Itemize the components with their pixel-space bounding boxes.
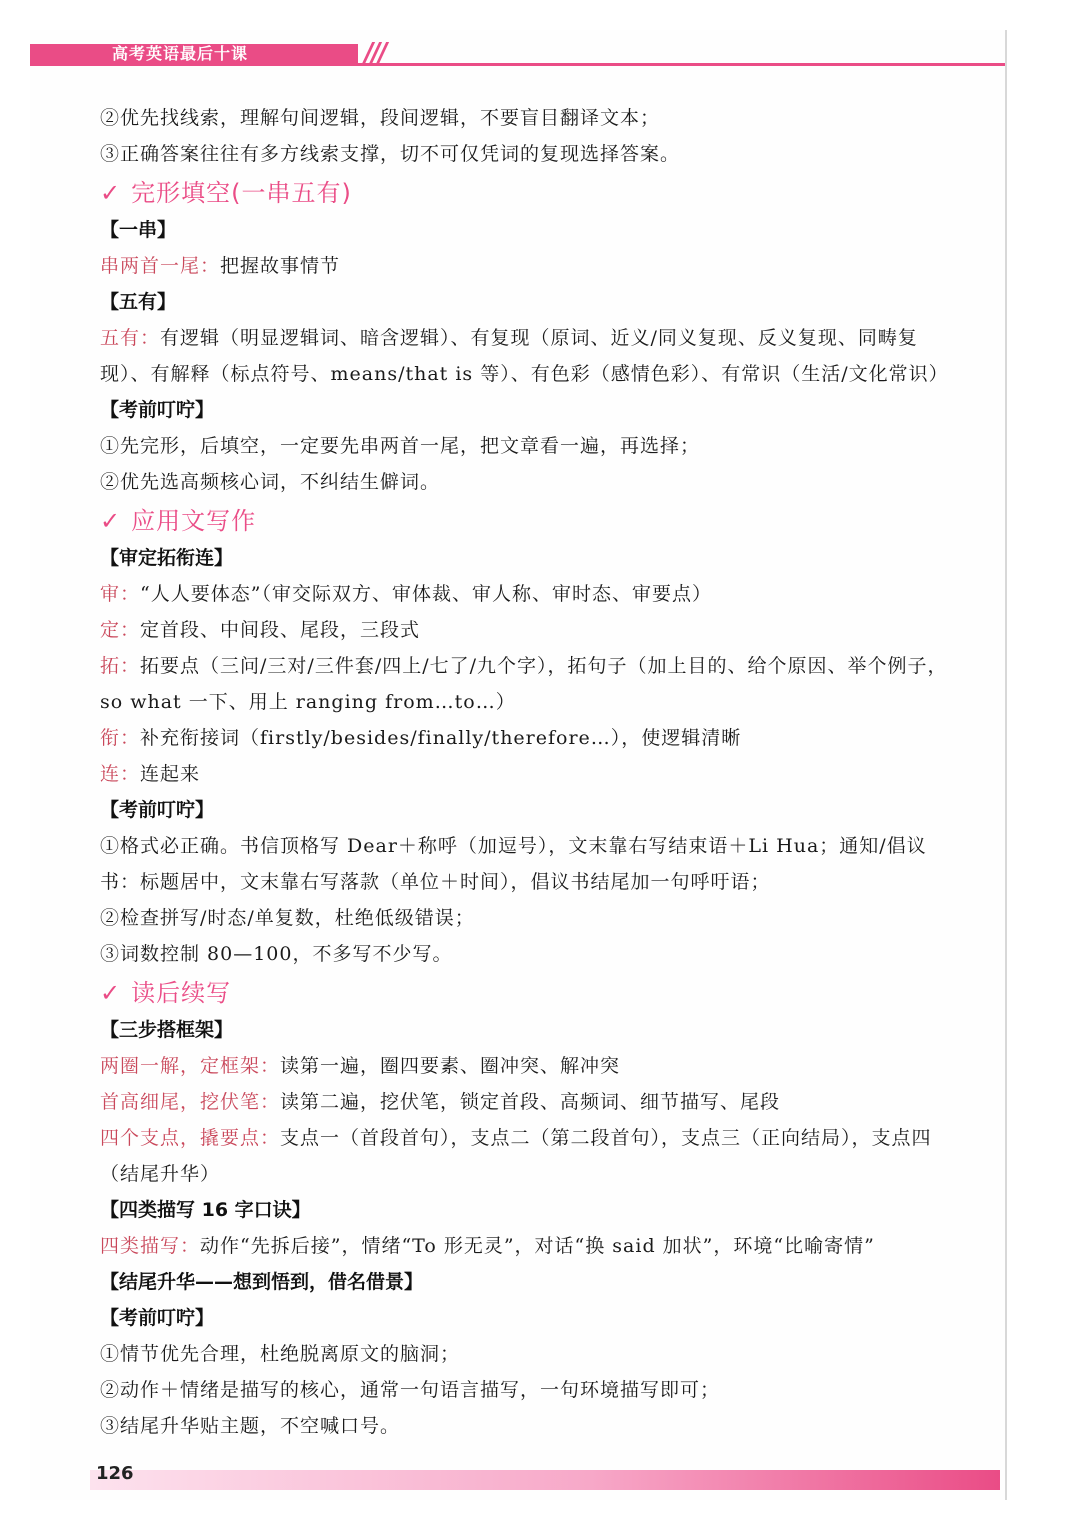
rule-line: 四个支点，撬要点：支点一（首段首句），支点二（第二段首句），支点三（正向结局），支点四（结尾升华） <box>100 1127 932 1185</box>
tip-line: ②优先选高频核心词，不纠结生僻词。 <box>100 471 441 493</box>
rule-line: 两圈一解，定框架：读第一遍，圈四要素、圈冲突、解冲突 <box>100 1055 621 1077</box>
header-band <box>30 44 358 64</box>
section-heading-writing: ✓ 应用文写作 <box>100 507 257 535</box>
checkmark-icon: ✓ <box>100 179 122 207</box>
rule-line: 定：定首段、中间段、尾段，三段式 <box>100 619 421 641</box>
tip-line: ③词数控制 80—100，不多写不少写。 <box>100 943 453 965</box>
tip-line: ①先完形，后填空，一定要先串两首一尾，把文章看一遍，再选择； <box>100 435 701 457</box>
page-number: 126 <box>96 1463 134 1484</box>
footer-band <box>90 1470 1000 1490</box>
tip-line: ③正确答案往往有多方线索支撑，切不可仅凭词的复现选择答案。 <box>100 143 681 165</box>
subheading: 【考前叮咛】 <box>100 1307 215 1329</box>
rule-line: 首高细尾，挖伏笔：读第二遍，挖伏笔，锁定首段、高频词、细节描写、尾段 <box>100 1091 781 1113</box>
subheading: 【考前叮咛】 <box>100 399 215 421</box>
subheading: 【结尾升华——想到悟到，借名借景】 <box>100 1271 424 1293</box>
checkmark-icon: ✓ <box>100 979 122 1007</box>
rule-line: 四类描写：动作“先拆后接”，情绪“To 形无灵”，对话“换 said 加状”，环境“比喻寄情” <box>100 1235 875 1257</box>
subheading: 【五有】 <box>100 291 177 313</box>
rule-line: 串两首一尾：把握故事情节 <box>100 255 341 277</box>
rule-line: 拓：拓要点（三问/三对/三件套/四上/七了/九个字），拓句子（加上目的、给个原因、举个例子，so what 一下、用上 ranging from…to…） <box>100 655 948 713</box>
subheading: 【四类描写 16 字口诀】 <box>100 1199 311 1221</box>
tip-line: ②动作＋情绪是描写的核心，通常一句语言描写，一句环境描写即可； <box>100 1379 721 1401</box>
rule-line: 衔：补充衔接词（firstly/besides/finally/therefore…），使逻辑清晰 <box>100 727 742 749</box>
tip-line: ②优先找线索，理解句间逻辑，段间逻辑，不要盲目翻译文本； <box>100 107 661 129</box>
rule-line: 审：“人人要体态”（审交际双方、审体裁、审人称、审时态、审要点） <box>100 583 712 605</box>
tip-line: ③结尾升华贴主题，不空喊口号。 <box>100 1415 401 1437</box>
checkmark-icon: ✓ <box>100 507 122 535</box>
header-rule <box>30 63 1005 66</box>
page-content <box>100 100 960 1444</box>
subheading: 【考前叮咛】 <box>100 799 215 821</box>
section-heading-cloze: ✓ 完形填空(一串五有) <box>100 179 352 207</box>
tip-line: ①格式必正确。书信顶格写 Dear＋称呼（加逗号），文末靠右写结束语＋Li Hua；通知/倡议书：标题居中，文末靠右写落款（单位＋时间），倡议书结尾加一句呼吁语； <box>100 835 927 893</box>
subheading: 【三步搭框架】 <box>100 1019 234 1041</box>
subheading: 【审定拓衔连】 <box>100 547 234 569</box>
rule-line: 连：连起来 <box>100 763 201 785</box>
book-title: 高考英语最后十课 <box>112 44 249 63</box>
section-heading-continuation: ✓ 读后续写 <box>100 979 232 1007</box>
tip-line: ①情节优先合理，杜绝脱离原文的脑洞； <box>100 1343 461 1365</box>
subheading: 【一串】 <box>100 219 177 241</box>
tip-line: ②检查拼写/时态/单复数，杜绝低级错误； <box>100 907 475 929</box>
rule-line: 五有：有逻辑（明显逻辑词、暗含逻辑）、有复现（原词、近义/同义复现、反义复现、同畴复现）、有解释（标点符号、means/that is 等）、有色彩（感情色彩）、有常识（生活/文化常识） <box>100 327 949 385</box>
